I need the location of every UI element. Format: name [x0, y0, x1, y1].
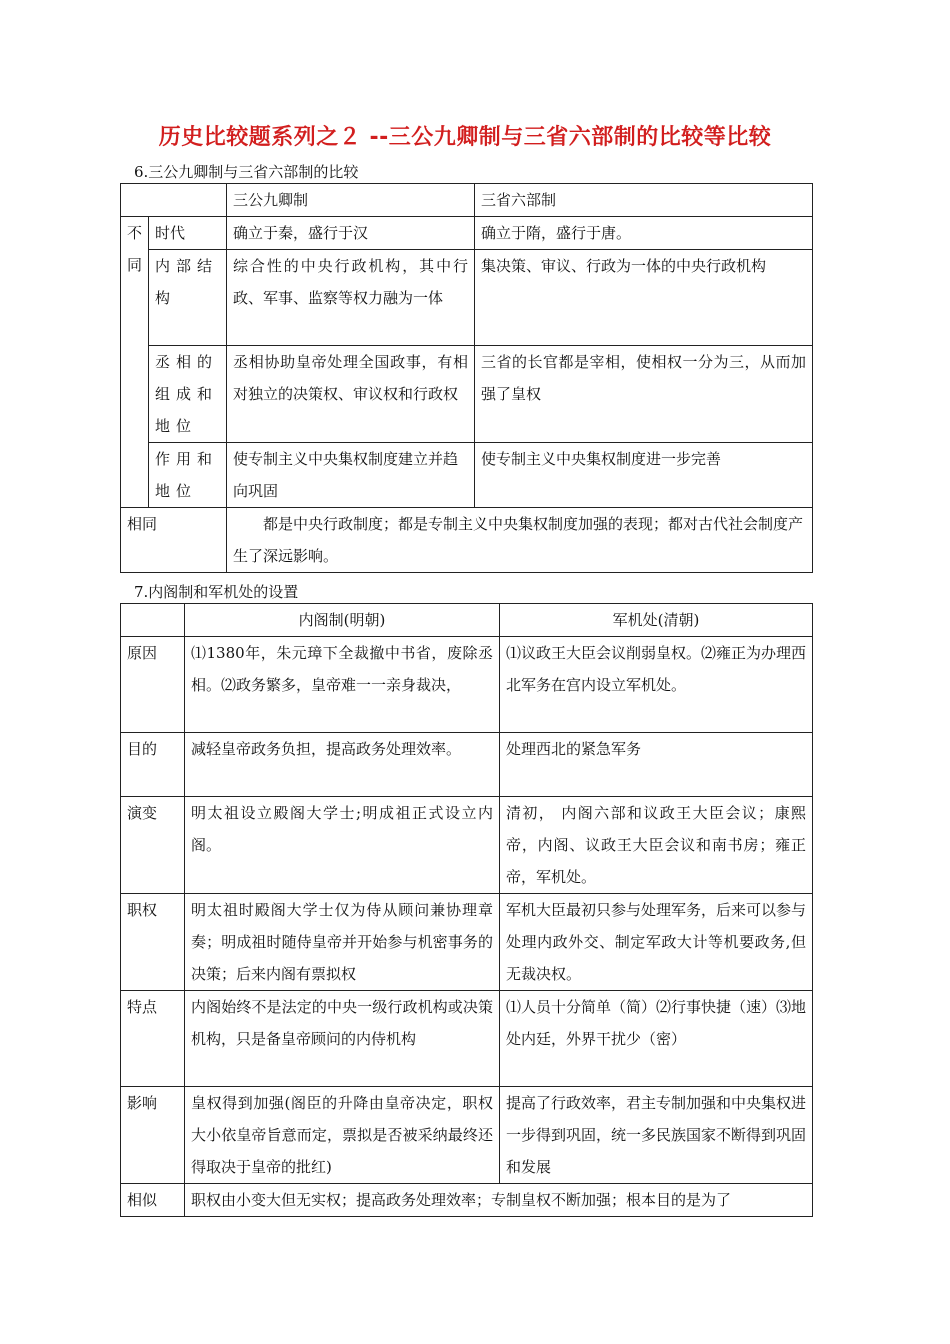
row-label-chancellor: 丞相的组成和地位	[149, 346, 227, 443]
row-label-purpose: 目的	[121, 733, 185, 797]
cell-purpose-a: 减轻皇帝政务负担，提高政务处理效率。	[185, 733, 500, 797]
cell-features-a: 内阁始终不是法定的中央一级行政机构或决策机构，只是备皇帝顾问的内侍机构	[185, 991, 500, 1087]
diff-label-text: 不同	[127, 224, 143, 274]
cell-chancellor-b: 三省的长官都是宰相，使相权一分为三，从而加强了皇权	[475, 346, 813, 443]
cell-impact-a: 皇权得到加强(阁臣的升降由皇帝决定，职权大小依皇帝旨意而定，票拟是否被采纳最终还得取决于皇帝的批红)	[185, 1087, 500, 1184]
cell-features-b: ⑴人员十分简单（简）⑵行事快捷（速）⑶地处内廷，外界干扰少（密）	[500, 991, 813, 1087]
section-7-heading: 7.内阁制和军机处的设置	[134, 583, 299, 601]
cell-role-b: 使专制主义中央集权制度进一步完善	[475, 443, 813, 508]
cell-authority-b: 军机大臣最初只参与处理军务，后来可以参与处理内政外交、制定军政大计等机要政务,但无裁决权。	[500, 894, 813, 991]
comparison-table-7	[120, 603, 813, 1217]
page-title: 历史比较题系列之２ --三公九卿制与三省六部制的比较等比较	[158, 125, 772, 150]
row-label-authority: 职权	[121, 894, 185, 991]
cell-impact-b: 提高了行政效率，君主专制加强和中央集权进一步得到巩固，统一多民族国家不断得到巩固和发展	[500, 1087, 813, 1184]
row-label-role: 作用和地位	[149, 443, 227, 508]
row-label-evolution: 演变	[121, 797, 185, 894]
header-blank-7	[121, 604, 185, 637]
cell-evolution-b: 清初， 内阁六部和议政王大臣会议；康熙帝，内阁、议政王大臣会议和南书房；雍正帝，军机处。	[500, 797, 813, 894]
section-6-heading: 6.三公九卿制与三省六部制的比较	[134, 163, 359, 181]
same-text: 都是中央行政制度；都是专制主义中央集权制度加强的表现；都对古代社会制度产生了深远影响。	[227, 508, 813, 573]
row-label-era: 时代	[149, 217, 227, 250]
cell-role-a: 使专制主义中央集权制度建立并趋向巩固	[227, 443, 475, 508]
cell-cause-a: ⑴1380年，朱元璋下全裁撤中书省，废除丞相。⑵政务繁多，皇帝难一一亲身裁决，	[185, 637, 500, 733]
cell-purpose-b: 处理西北的紧急军务	[500, 733, 813, 797]
header-sansheng: 三省六部制	[475, 184, 813, 217]
diff-label	[121, 217, 149, 508]
cell-structure-b: 集决策、审议、行政为一体的中央行政机构	[475, 250, 813, 346]
cell-structure-a: 综合性的中央行政机构，其中行政、军事、监察等权力融为一体	[227, 250, 475, 346]
same-label: 相同	[121, 508, 227, 573]
comparison-table-6	[120, 183, 813, 573]
cell-evolution-a: 明太祖设立殿阁大学士;明成祖正式设立内阁。	[185, 797, 500, 894]
cell-chancellor-a: 丞相协助皇帝处理全国政事，有相对独立的决策权、审议权和行政权	[227, 346, 475, 443]
cell-authority-a: 明太祖时殿阁大学士仅为侍从顾问兼协理章奏；明成祖时随侍皇帝并开始参与机密事务的决策；后来内阁有票拟权	[185, 894, 500, 991]
header-blank	[121, 184, 227, 217]
cell-era-a: 确立于秦，盛行于汉	[227, 217, 475, 250]
cell-similar: 职权由小变大但无实权；提高政务处理效率；专制皇权不断加强；根本目的是为了	[185, 1184, 813, 1217]
row-label-impact: 影响	[121, 1087, 185, 1184]
row-label-structure: 内部结构	[149, 250, 227, 346]
header-junjichu: 军机处(清朝)	[500, 604, 813, 637]
row-label-features: 特点	[121, 991, 185, 1087]
cell-cause-b: ⑴议政王大臣会议削弱皇权。⑵雍正为办理西北军务在宫内设立军机处。	[500, 637, 813, 733]
header-neige: 内阁制(明朝)	[185, 604, 500, 637]
row-label-cause: 原因	[121, 637, 185, 733]
header-sangong: 三公九卿制	[227, 184, 475, 217]
row-label-similar: 相似	[121, 1184, 185, 1217]
cell-era-b: 确立于隋，盛行于唐。	[475, 217, 813, 250]
